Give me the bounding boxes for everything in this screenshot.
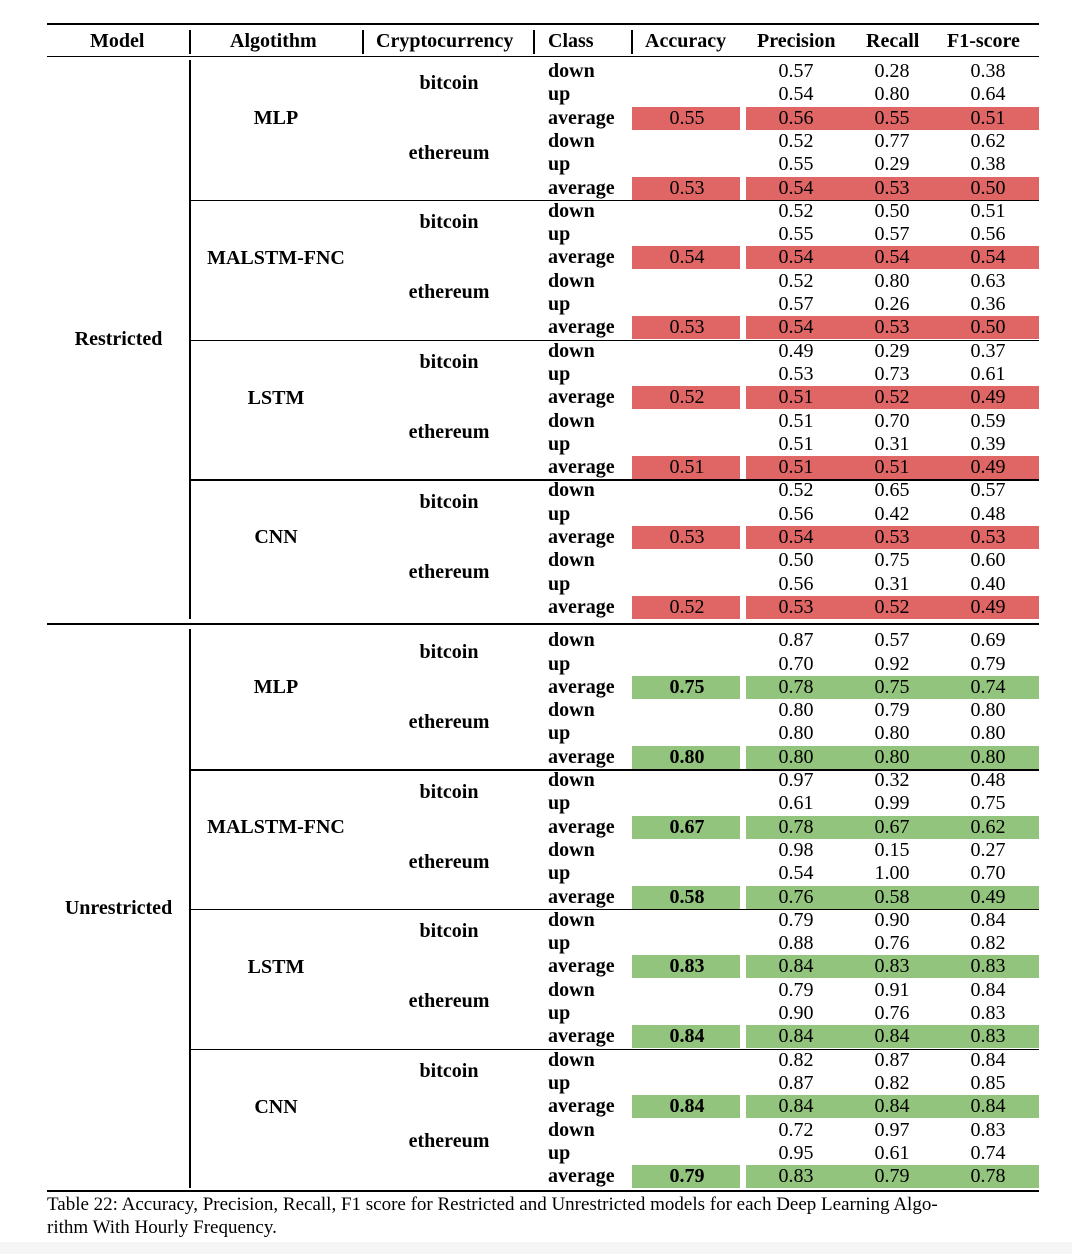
accuracy-value: 0.84 [669, 1095, 705, 1118]
recall-value: 0.73 [874, 362, 910, 385]
header-precision: Precision [757, 30, 836, 52]
algorithm-name: MALSTM-FNC [207, 246, 345, 269]
class-label: average [548, 176, 615, 199]
precision-value: 0.54 [778, 83, 814, 106]
class-label: up [548, 223, 571, 246]
recall-value: 0.80 [874, 745, 910, 768]
precision-value: 0.52 [778, 479, 814, 502]
crypto-name: ethereum [408, 141, 490, 164]
class-label: average [548, 316, 615, 339]
precision-value: 0.54 [778, 316, 814, 339]
recall-value: 0.50 [874, 199, 910, 222]
recall-value: 0.53 [874, 316, 910, 339]
f1-value: 0.83 [970, 1025, 1006, 1048]
f1-value: 0.60 [970, 549, 1006, 572]
f1-value: 0.79 [970, 652, 1006, 675]
f1-value: 0.56 [970, 223, 1006, 246]
recall-value: 0.53 [874, 526, 910, 548]
f1-value: 0.84 [970, 978, 1006, 1001]
precision-value: 0.80 [778, 722, 814, 745]
class-label: down [548, 409, 595, 432]
class-label: up [548, 293, 571, 315]
f1-value: 0.78 [970, 1165, 1006, 1188]
recall-value: 0.32 [874, 769, 910, 791]
recall-value: 0.67 [874, 815, 910, 838]
recall-value: 0.53 [874, 176, 910, 199]
recall-value: 0.97 [874, 1118, 910, 1141]
accuracy-value: 0.79 [669, 1165, 705, 1188]
class-label: up [548, 432, 571, 455]
f1-value: 0.75 [970, 792, 1006, 815]
header-model: Model [90, 30, 145, 52]
recall-value: 0.76 [874, 1002, 910, 1024]
f1-value: 0.80 [970, 745, 1006, 768]
f1-value: 0.82 [970, 932, 1006, 955]
class-label: average [548, 955, 615, 978]
precision-value: 0.53 [778, 362, 814, 385]
precision-value: 0.78 [778, 815, 814, 838]
recall-value: 0.99 [874, 792, 910, 815]
class-label: up [548, 83, 571, 106]
algorithm-divider [189, 60, 191, 619]
precision-value: 0.53 [778, 595, 814, 618]
f1-value: 0.74 [970, 675, 1006, 698]
algorithm-divider [189, 629, 191, 1188]
header-algorithm: Algotithm [230, 30, 317, 52]
class-label: down [548, 978, 595, 1001]
recall-value: 0.76 [874, 932, 910, 955]
crypto-name: bitcoin [419, 780, 479, 803]
crypto-name: ethereum [408, 281, 490, 304]
recall-value: 0.15 [874, 838, 910, 861]
class-label: average [548, 456, 615, 479]
f1-value: 0.36 [970, 293, 1006, 315]
precision-value: 0.56 [778, 572, 814, 595]
recall-value: 0.52 [874, 386, 910, 409]
class-label: down [548, 269, 595, 292]
algorithm-name: MALSTM-FNC [207, 815, 345, 838]
class-label: up [548, 792, 571, 815]
class-label: down [548, 699, 595, 722]
recall-value: 0.80 [874, 83, 910, 106]
accuracy-value: 0.51 [669, 456, 705, 479]
precision-value: 0.52 [778, 269, 814, 292]
class-label: up [548, 932, 571, 955]
recall-value: 0.31 [874, 432, 910, 455]
precision-value: 0.56 [778, 106, 814, 129]
precision-value: 0.82 [778, 1048, 814, 1071]
class-label: up [548, 362, 571, 385]
recall-value: 0.57 [874, 223, 910, 246]
class-label: down [548, 769, 595, 791]
precision-value: 0.87 [778, 629, 814, 652]
recall-value: 0.75 [874, 549, 910, 572]
precision-value: 0.54 [778, 862, 814, 885]
precision-value: 0.49 [778, 339, 814, 362]
recall-value: 0.51 [874, 456, 910, 479]
precision-value: 0.51 [778, 432, 814, 455]
class-label: down [548, 199, 595, 222]
crypto-name: ethereum [408, 710, 490, 733]
class-label: average [548, 595, 615, 618]
f1-value: 0.80 [970, 722, 1006, 745]
recall-value: 0.70 [874, 409, 910, 432]
f1-value: 0.39 [970, 432, 1006, 455]
class-label: average [548, 1025, 615, 1048]
precision-value: 0.70 [778, 652, 814, 675]
precision-value: 0.57 [778, 293, 814, 315]
recall-value: 0.80 [874, 722, 910, 745]
f1-value: 0.80 [970, 699, 1006, 722]
class-label: down [548, 908, 595, 931]
f1-value: 0.84 [970, 1048, 1006, 1071]
precision-value: 0.97 [778, 769, 814, 791]
precision-value: 0.95 [778, 1141, 814, 1164]
precision-value: 0.87 [778, 1071, 814, 1094]
class-label: down [548, 629, 595, 652]
precision-value: 0.50 [778, 549, 814, 572]
class-label: average [548, 1165, 615, 1188]
recall-value: 0.61 [874, 1141, 910, 1164]
recall-value: 0.79 [874, 1165, 910, 1188]
f1-value: 0.53 [970, 526, 1006, 548]
header-class: Class [548, 30, 594, 52]
class-label: up [548, 1071, 571, 1094]
accuracy-value: 0.53 [669, 176, 705, 199]
f1-value: 0.83 [970, 955, 1006, 978]
f1-value: 0.59 [970, 409, 1006, 432]
precision-value: 0.79 [778, 978, 814, 1001]
class-label: up [548, 572, 571, 595]
precision-value: 0.84 [778, 1095, 814, 1118]
f1-value: 0.84 [970, 908, 1006, 931]
algorithm-name: CNN [254, 526, 298, 549]
f1-value: 0.40 [970, 572, 1006, 595]
precision-value: 0.56 [778, 502, 814, 525]
f1-value: 0.50 [970, 316, 1006, 339]
header-divider [533, 30, 535, 54]
class-label: average [548, 1095, 615, 1118]
recall-value: 0.92 [874, 652, 910, 675]
recall-value: 0.84 [874, 1025, 910, 1048]
class-label: down [548, 479, 595, 502]
precision-value: 0.54 [778, 176, 814, 199]
precision-value: 0.52 [778, 129, 814, 152]
class-label: down [548, 1118, 595, 1141]
recall-value: 0.54 [874, 246, 910, 269]
accuracy-value: 0.75 [669, 675, 705, 698]
precision-value: 0.51 [778, 386, 814, 409]
accuracy-value: 0.52 [669, 595, 705, 618]
header-recall: Recall [866, 30, 920, 52]
header-divider [189, 30, 191, 54]
bottom-rule [47, 1190, 1039, 1192]
precision-value: 0.61 [778, 792, 814, 815]
class-label: down [548, 339, 595, 362]
precision-value: 0.76 [778, 885, 814, 908]
recall-value: 0.55 [874, 106, 910, 129]
algorithm-name: LSTM [247, 955, 305, 978]
class-label: down [548, 1048, 595, 1071]
precision-value: 0.51 [778, 456, 814, 479]
recall-value: 0.87 [874, 1048, 910, 1071]
f1-value: 0.62 [970, 129, 1006, 152]
recall-value: 0.28 [874, 60, 910, 82]
f1-value: 0.83 [970, 1118, 1006, 1141]
precision-value: 0.80 [778, 745, 814, 768]
recall-value: 0.65 [874, 479, 910, 502]
class-label: average [548, 745, 615, 768]
recall-value: 0.83 [874, 955, 910, 978]
recall-value: 0.52 [874, 595, 910, 618]
f1-value: 0.83 [970, 1002, 1006, 1024]
recall-value: 0.79 [874, 699, 910, 722]
class-label: up [548, 502, 571, 525]
precision-value: 0.84 [778, 955, 814, 978]
accuracy-value: 0.80 [669, 745, 705, 768]
class-label: average [548, 246, 615, 269]
f1-value: 0.38 [970, 60, 1006, 82]
f1-value: 0.49 [970, 386, 1006, 409]
top-rule [47, 23, 1039, 25]
algorithm-name: MLP [253, 676, 299, 699]
accuracy-value: 0.67 [669, 815, 705, 838]
class-label: average [548, 675, 615, 698]
f1-value: 0.51 [970, 106, 1006, 129]
f1-value: 0.57 [970, 479, 1006, 502]
accuracy-value: 0.53 [669, 526, 705, 548]
recall-value: 0.31 [874, 572, 910, 595]
crypto-name: bitcoin [419, 491, 479, 514]
header-cryptocurrency: Cryptocurrency [376, 30, 514, 52]
accuracy-value: 0.84 [669, 1025, 705, 1048]
recall-value: 1.00 [874, 862, 910, 885]
precision-value: 0.79 [778, 908, 814, 931]
class-label: down [548, 60, 595, 82]
algorithm-name: CNN [254, 1095, 298, 1118]
f1-value: 0.50 [970, 176, 1006, 199]
f1-value: 0.84 [970, 1095, 1006, 1118]
accuracy-value: 0.55 [669, 106, 705, 129]
f1-value: 0.27 [970, 838, 1006, 861]
crypto-name: bitcoin [419, 211, 479, 234]
precision-value: 0.55 [778, 223, 814, 246]
recall-value: 0.42 [874, 502, 910, 525]
algorithm-name: LSTM [247, 386, 305, 409]
accuracy-value: 0.58 [669, 885, 705, 908]
precision-value: 0.78 [778, 675, 814, 698]
f1-value: 0.51 [970, 199, 1006, 222]
accuracy-value: 0.53 [669, 316, 705, 339]
class-label: average [548, 885, 615, 908]
algorithm-name: MLP [253, 106, 299, 129]
f1-value: 0.64 [970, 83, 1006, 106]
crypto-name: ethereum [408, 850, 490, 873]
crypto-name: bitcoin [419, 351, 479, 374]
class-label: down [548, 838, 595, 861]
recall-value: 0.80 [874, 269, 910, 292]
recall-value: 0.91 [874, 978, 910, 1001]
recall-value: 0.77 [874, 129, 910, 152]
f1-value: 0.74 [970, 1141, 1006, 1164]
accuracy-value: 0.54 [669, 246, 705, 269]
class-label: down [548, 549, 595, 572]
precision-value: 0.90 [778, 1002, 814, 1024]
f1-value: 0.70 [970, 862, 1006, 885]
recall-value: 0.29 [874, 153, 910, 176]
precision-value: 0.80 [778, 699, 814, 722]
crypto-name: ethereum [408, 421, 490, 444]
f1-value: 0.49 [970, 456, 1006, 479]
class-label: up [548, 652, 571, 675]
model-name: Restricted [74, 327, 163, 350]
f1-value: 0.49 [970, 595, 1006, 618]
model-name: Unrestricted [64, 896, 173, 919]
f1-value: 0.63 [970, 269, 1006, 292]
precision-value: 0.84 [778, 1025, 814, 1048]
precision-value: 0.88 [778, 932, 814, 955]
caption-line-2: rithm With Hourly Frequency. [47, 1217, 277, 1238]
f1-value: 0.37 [970, 339, 1006, 362]
precision-value: 0.54 [778, 246, 814, 269]
recall-value: 0.82 [874, 1071, 910, 1094]
class-label: average [548, 106, 615, 129]
crypto-name: bitcoin [419, 1060, 479, 1083]
header-f1-score: F1-score [947, 30, 1020, 52]
class-label: average [548, 526, 615, 548]
class-label: down [548, 129, 595, 152]
crypto-name: bitcoin [419, 640, 479, 663]
recall-value: 0.58 [874, 885, 910, 908]
f1-value: 0.38 [970, 153, 1006, 176]
precision-value: 0.54 [778, 526, 814, 548]
f1-value: 0.62 [970, 815, 1006, 838]
precision-value: 0.72 [778, 1118, 814, 1141]
crypto-name: bitcoin [419, 71, 479, 94]
recall-value: 0.26 [874, 293, 910, 315]
precision-value: 0.83 [778, 1165, 814, 1188]
precision-value: 0.51 [778, 409, 814, 432]
crypto-name: ethereum [408, 990, 490, 1013]
f1-value: 0.48 [970, 502, 1006, 525]
recall-value: 0.84 [874, 1095, 910, 1118]
caption-line-1: Table 22: Accuracy, Precision, Recall, F1 score for Restricted and Unrestricted models for each Deep Learning Algo- [47, 1194, 938, 1215]
header-divider [362, 30, 364, 54]
f1-value: 0.61 [970, 362, 1006, 385]
header-divider [631, 30, 633, 54]
header-rule [47, 56, 1039, 57]
crypto-name: bitcoin [419, 920, 479, 943]
class-label: average [548, 815, 615, 838]
class-label: up [548, 1002, 571, 1024]
bottom-band [0, 1242, 1072, 1254]
recall-value: 0.90 [874, 908, 910, 931]
class-label: average [548, 386, 615, 409]
accuracy-value: 0.83 [669, 955, 705, 978]
f1-value: 0.49 [970, 885, 1006, 908]
crypto-name: ethereum [408, 560, 490, 583]
f1-value: 0.69 [970, 629, 1006, 652]
class-label: up [548, 722, 571, 745]
model-separator [47, 623, 1039, 625]
class-label: up [548, 1141, 571, 1164]
accuracy-value: 0.52 [669, 386, 705, 409]
f1-value: 0.48 [970, 769, 1006, 791]
precision-value: 0.57 [778, 60, 814, 82]
f1-value: 0.85 [970, 1071, 1006, 1094]
recall-value: 0.29 [874, 339, 910, 362]
precision-value: 0.98 [778, 838, 814, 861]
f1-value: 0.54 [970, 246, 1006, 269]
recall-value: 0.57 [874, 629, 910, 652]
header-accuracy: Accuracy [645, 30, 727, 52]
class-label: up [548, 153, 571, 176]
recall-value: 0.75 [874, 675, 910, 698]
class-label: up [548, 862, 571, 885]
precision-value: 0.55 [778, 153, 814, 176]
crypto-name: ethereum [408, 1130, 490, 1153]
precision-value: 0.52 [778, 199, 814, 222]
